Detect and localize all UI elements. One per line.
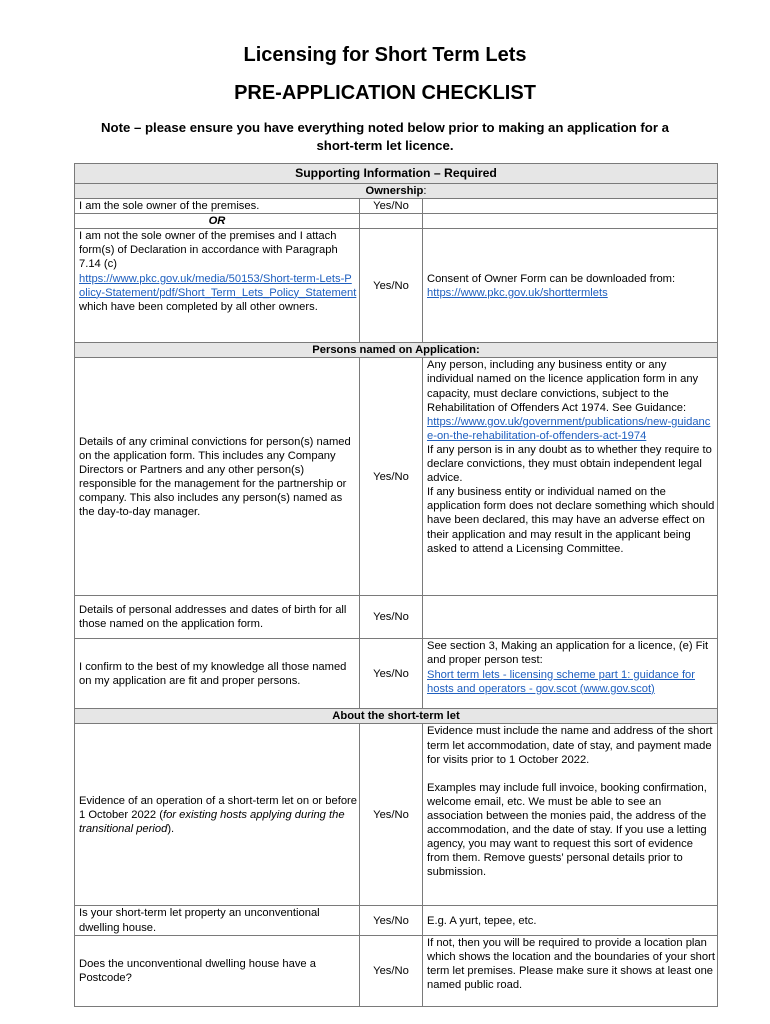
note-consent: Consent of Owner Form can be downloaded from: https://www.pkc.gov.uk/shorttermlets (423, 229, 718, 343)
consent-form-link[interactable]: https://www.pkc.gov.uk/shorttermlets (427, 286, 608, 299)
answer-empty (360, 214, 423, 229)
gov-scot-guidance-link[interactable]: Short term lets - licensing scheme part 1: guidance for hosts and operators - gov.scot (www.gov.scot) (427, 668, 696, 695)
page-subtitle: PRE-APPLICATION CHECKLIST (234, 82, 536, 104)
note-paragraph: Note – please ensure you have everything noted below prior to making an application for a short-term let licence. (101, 120, 669, 153)
table-row (75, 639, 718, 709)
answer-not-sole-owner[interactable]: Yes/No (360, 229, 423, 343)
answer-fit-and-proper[interactable]: Yes/No (360, 639, 423, 709)
table-row (75, 724, 718, 906)
section-heading-about: About the short-term let (75, 709, 718, 724)
table-header-row (75, 164, 718, 184)
note-empty (423, 214, 718, 229)
note-fit-and-proper: See section 3, Making an application for a licence, (e) Fit and proper person test: Short term lets - licensing scheme part 1: guidance for hosts and operators - gov.scot (www.gov.scot) (423, 639, 718, 709)
answer-unconventional-dwelling[interactable]: Yes/No (360, 906, 423, 935)
item-unconventional-dwelling: Is your short-term let property an unconventional dwelling house. (75, 906, 360, 935)
table-row (75, 935, 718, 1006)
note-empty (423, 199, 718, 214)
table-row (75, 229, 718, 343)
or-separator: OR (75, 214, 360, 229)
table-row (75, 358, 718, 596)
page-title: Licensing for Short Term Lets (243, 44, 527, 66)
answer-evidence-operation[interactable]: Yes/No (360, 724, 423, 906)
section-row-about (75, 709, 718, 724)
table-header: Supporting Information – Required (75, 164, 718, 184)
item-personal-addresses: Details of personal addresses and dates of birth for all those named on the application form. (75, 596, 360, 639)
table-row (75, 906, 718, 935)
section-row-ownership (75, 184, 718, 199)
answer-personal-addresses[interactable]: Yes/No (360, 596, 423, 639)
note-empty (423, 596, 718, 639)
table-row (75, 214, 718, 229)
section-heading-persons: Persons named on Application: (75, 343, 718, 358)
item-criminal-convictions: Details of any criminal convictions for person(s) named on the application form. This includes any Company Directors or Partners and any other person(s) responsible for the management for the partnership or company. This also includes any person(s) named as the day-to-day manager. (75, 358, 360, 596)
answer-criminal-convictions[interactable]: Yes/No (360, 358, 423, 596)
table-row (75, 596, 718, 639)
note-unconventional-dwelling: E.g. A yurt, tepee, etc. (423, 906, 718, 935)
item-sole-owner: I am the sole owner of the premises. (75, 199, 360, 214)
item-postcode: Does the unconventional dwelling house have a Postcode? (75, 935, 360, 1006)
table-row (75, 199, 718, 214)
item-evidence-operation: Evidence of an operation of a short-term let on or before 1 October 2022 (for existing hosts applying during the transitional period). (75, 724, 360, 906)
note-criminal-convictions: Any person, including any business entity or any individual named on the licence application form in any capacity, must declare convictions, subject to the Rehabilitation of Offenders Act 1974. See Guidance: https://www.gov.uk/government/publications/new-guidance-on-the-rehabilitation-of-offenders-act-1974 If any person is in any doubt as to whether they require to declare convictions, they must obtain independent legal advice. If any business entity or individual named on the application form does not declare something which should have been declared, this may have an adverse effect on their application and may result in the applicant being asked to attend a Licensing Committee. (423, 358, 718, 596)
section-heading-ownership: Ownership: (75, 184, 718, 199)
answer-postcode[interactable]: Yes/No (360, 935, 423, 1006)
answer-sole-owner[interactable]: Yes/No (360, 199, 423, 214)
item-not-sole-owner: I am not the sole owner of the premises and I attach form(s) of Declaration in accordance with Paragraph 7.14 (c) https://www.pkc.gov.uk/media/50153/Short-term-Lets-Policy-Statement/pdf/Short_Term_Lets_Policy_Statement which have been completed by all other owners. (75, 229, 360, 343)
note-postcode: If not, then you will be required to provide a location plan which shows the location and the boundaries of your short term let premises. Please make sure it shows at least one named public road. (423, 935, 718, 1006)
section-row-persons (75, 343, 718, 358)
checklist-table (74, 163, 718, 1007)
policy-statement-link[interactable]: https://www.pkc.gov.uk/media/50153/Short-term-Lets-Policy-Statement/pdf/Short_Term_Lets_Policy_Statement (79, 272, 357, 299)
item-fit-and-proper: I confirm to the best of my knowledge all those named on my application are fit and proper persons. (75, 639, 360, 709)
rehabilitation-guidance-link[interactable]: https://www.gov.uk/government/publications/new-guidance-on-the-rehabilitation-of-offenders-act-1974 (427, 415, 711, 442)
note-evidence-operation: Evidence must include the name and address of the short term let accommodation, date of stay, and payment made for visits prior to 1 October 2022. Examples may include full invoice, booking confirmation, welcome email, etc. We must be able to see an association between the monies paid, the address of the accommodation, and the date of stay. If you use a letting agency, you may want to request this sort of evidence from them. Remove guests’ personal details prior to submission. (423, 724, 718, 906)
